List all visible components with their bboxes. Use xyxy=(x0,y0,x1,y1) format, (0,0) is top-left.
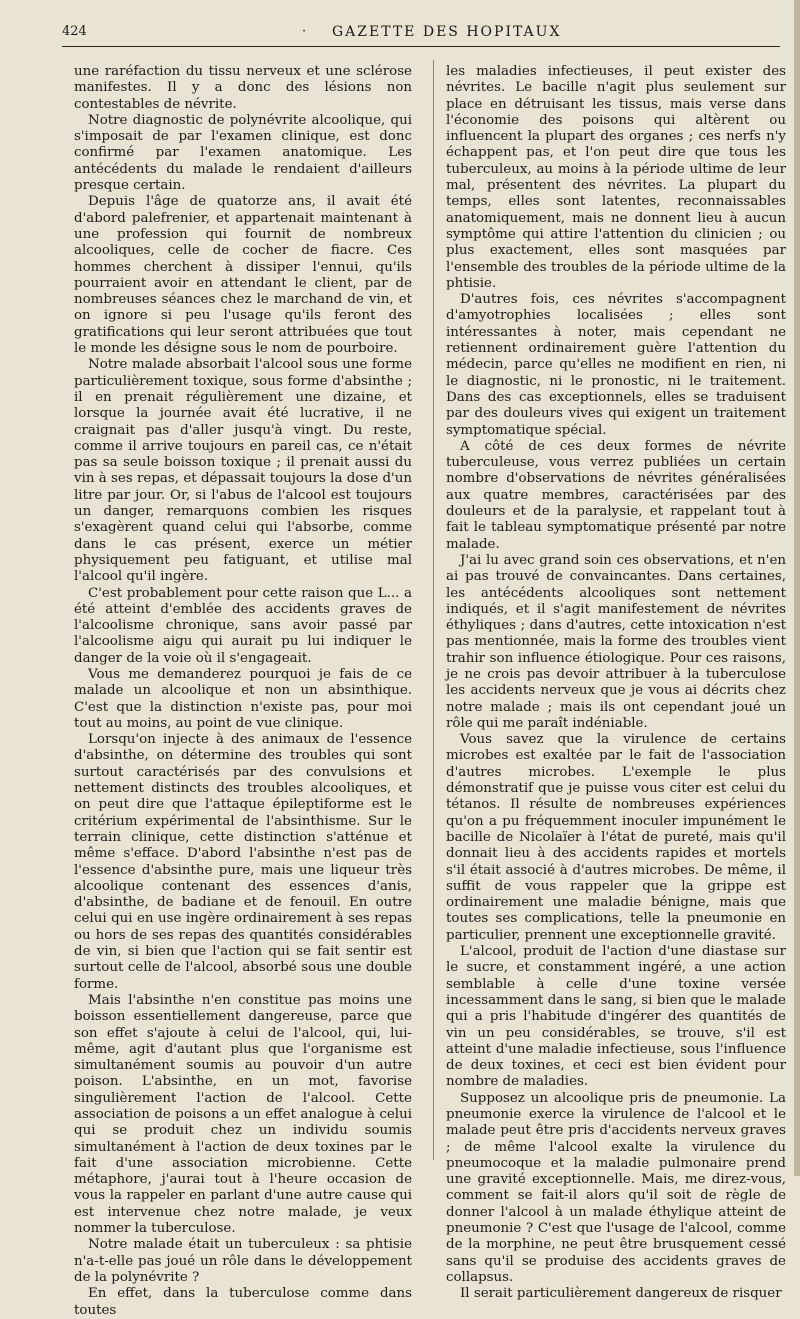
left-column xyxy=(74,64,412,1319)
running-header xyxy=(62,22,780,44)
paragraph: les maladies infectieuses, il peut exister des névrites. Le bacille n'agit plus seulement sur place en détruisant les tissus, mais verse dans l'économie des poisons qui altèrent ou influencent la plupart des organes ; ces nerfs n'y échappent pas, et l'on peut dire que tous les tuberculeux, au moins à la période ultime de leur mal, présentent des névrites. La plupart du temps, elles sont latentes, reconnaissables anatomiquement, mais ne donnent lieu à aucun symptôme qui attire l'attention du clinicien ; ou plus exactement, elles sont masquées par l'ensemble des troubles de la période ultime de la phtisie. xyxy=(446,64,786,291)
paragraph: Depuis l'âge de quatorze ans, il avait été d'abord palefrenier, et appartenait maintenant à une profession qui fournit de nombreux alcooliques, celle de cocher de fiacre. Ces hommes cherchent à dissiper l'ennui, qu'ils pourraient avoir en attendant le client, par de nombreuses séances chez le marchand de vin, et on ignore si peu l'usage qu'ils feront des gratifications qui leur seront attribuées que tout le monde les désigne sous le nom de pourboire. xyxy=(74,194,412,357)
paragraph: J'ai lu avec grand soin ces observations, et n'en ai pas trouvé de convaincantes. Dans certaines, les antécédents alcooliques sont nettement indiqués, et il s'agit manifestement de névrites éthyliques ; dans d'autres, cette intoxication n'est pas mentionnée, mais la forme des troubles vient trahir son influence étiologique. Pour ces raisons, je ne crois pas devoir attribuer à la tuberculose les accidents nerveux que je vous ai décrits chez notre malade ; mais ils ont cependant joué un rôle qui me paraît indéniable. xyxy=(446,552,786,731)
paragraph: Vous me demanderez pourquoi je fais de ce malade un alcoolique et non un absinthique. C'est que la distinction n'existe pas, pour moi tout au moins, au point de vue clinique. xyxy=(74,666,412,731)
paragraph: Mais l'absinthe n'en constitue pas moins une boisson essentiellement dangereuse, parce que son effet s'ajoute à celui de l'alcool, qui, lui-même, agit d'autant plus que l'organisme est simultanément soumis au pouvoir d'un autre poison. L'absinthe, en un mot, favorise singulièrement l'action de l'alcool. Cette association de poisons a un effet analogue à celui qui se produit chez un individu soumis simultanément à l'action de deux toxines par le fait d'une association microbienne. Cette métaphore, j'aurai tout à l'heure occasion de vous la rappeler en parlant d'une autre cause qui est intervenue chez notre malade, je veux nommer la tuberculose. xyxy=(74,992,412,1237)
page-number: 424 xyxy=(62,24,87,39)
paragraph: D'autres fois, ces névrites s'accompagnent d'amyotrophies localisées ; elles sont intéressantes à noter, mais cependant ne retiennent ordinairement guère l'attention du médecin, parce qu'elles ne modifient en rien, ni le diagnostic, ni le pronostic, ni le traitement. Dans des cas exceptionnels, elles se traduisent par des douleurs vives qui exigent un traitement symptomatique spécial. xyxy=(446,292,786,438)
paragraph: Notre diagnostic de polynévrite alcoolique, qui s'imposait de par l'examen clinique, est donc confirmé par l'examen anatomique. Les antécédents du malade le rendaient d'ailleurs presque certain. xyxy=(74,112,412,194)
paragraph: En effet, dans la tuberculose comme dans toutes xyxy=(74,1286,412,1318)
paragraph: Notre malade absorbait l'alcool sous une forme particulièrement toxique, sous forme d'absinthe ; il en prenait régulièrement une dizaine, et lorsque la journée avait été lucrative, il ne craignait pas d'aller jusqu'à vingt. Du reste, comme il arrive toujours en pareil cas, ce n'était pas sa seule boisson toxique ; il prenait aussi du vin à ses repas, et dépassait toujours la dose d'un litre par jour. Or, si l'abus de l'alcool est toujours un danger, remarquons combien les risques s'exagèrent quand celui qui l'absorbe, comme dans le cas présent, exerce un métier physiquement peu fatiguant, et utilise mal l'alcool qu'il ingère. xyxy=(74,357,412,585)
column-divider xyxy=(433,60,434,1160)
paragraph: une raréfaction du tissu nerveux et une sclérose manifestes. Il y a donc des lésions non contestables de névrite. xyxy=(74,64,412,112)
paragraph: C'est probablement pour cette raison que L... a été atteint d'emblée des accidents graves de l'alcoolisme chronique, sans avoir passé par l'alcoolisme aigu qui aurait pu lui indiquer le danger de la voie où il s'engageait. xyxy=(74,585,412,666)
paragraph: L'alcool, produit de l'action d'une diastase sur le sucre, et constamment ingéré, a une action semblable à celle d'une toxine versée incessamment dans le sang, si bien que le malade qui a pris l'habitude d'ingérer des quantités de vin un peu considérables, se trouve, s'il est atteint d'une maladie infectieuse, sous l'influence de deux toxines, et ceci est bien évident pour nombre de maladies. xyxy=(446,944,786,1090)
paragraph: Lorsqu'on injecte à des animaux de l'essence d'absinthe, on détermine des troubles qui sont surtout caractérisés par des convulsions et nettement distincts des troubles alcooliques, et on peut dire que l'attaque épileptiforme est le critérium expérimental de l'absinthisme. Sur le terrain clinique, cette distinction s'atténue et même s'efface. D'abord l'absinthe n'est pas de l'essence d'absinthe pure, mais une liqueur très alcoolique contenant des essences d'anis, d'absinthe, de badiane et de fenouil. En outre celui qui en use ingère ordinairement à ses repas ou hors de ses repas des quantités considérables de vin, si bien que l'action qui se fait sentir est surtout celle de l'alcool, absorbé sous une double forme. xyxy=(74,732,412,992)
page-edge xyxy=(794,0,800,1176)
journal-title: GAZETTE DES HOPITAUX xyxy=(332,24,562,40)
header-rule xyxy=(62,46,780,47)
paragraph: Notre malade était un tuberculeux : sa phtisie n'a-t-elle pas joué un rôle dans le développement de la polynévrite ? xyxy=(74,1237,412,1285)
paragraph: Il serait particulièrement dangereux de risquer xyxy=(460,1286,782,1302)
paragraph: A côté de ces deux formes de névrite tuberculeuse, vous verrez publiées un certain nombre d'observations de névrites généralisées aux quatre membres, caractérisées par des douleurs et de la paralysie, et rappelant tout à fait le tableau symptomatique présenté par notre malade. xyxy=(446,438,786,552)
right-column xyxy=(446,64,786,1303)
paragraph: Vous savez que la virulence de certains microbes est exaltée par le fait de l'association d'autres microbes. L'exemple le plus démonstratif que je puisse vous citer est celui du tétanos. Il résulte de nombreuses expériences qu'on a pu fréquemment inoculer impunément le bacille de Nicolaïer à l'état de pureté, mais qu'il donnait lieu à des accidents rapides et mortels s'il était associé à d'autres microbes. De même, il suffit de vous rappeler que la grippe est ordinairement une maladie bénigne, mais que toutes ses complications, telle la pneumonie en particulier, prennent une exceptionnelle gravité. xyxy=(446,732,786,943)
header-separator: · xyxy=(302,24,308,39)
paragraph: Supposez un alcoolique pris de pneumonie. La pneumonie exerce la virulence de l'alcool et le malade peut être pris d'accidents nerveux graves ; de même l'alcool exalte la virulence du pneumocoque et la maladie pulmonaire prend une gravité exceptionnelle. Mais, me direz-vous, comment se fait-il alors qu'il soit de règle de donner l'alcool à un malade éthylique atteint de pneumonie ? C'est que l'usage de l'alcool, comme de la morphine, ne peut être brusquement cessé sans qu'il se produise des accidents graves de collapsus. xyxy=(446,1090,786,1285)
